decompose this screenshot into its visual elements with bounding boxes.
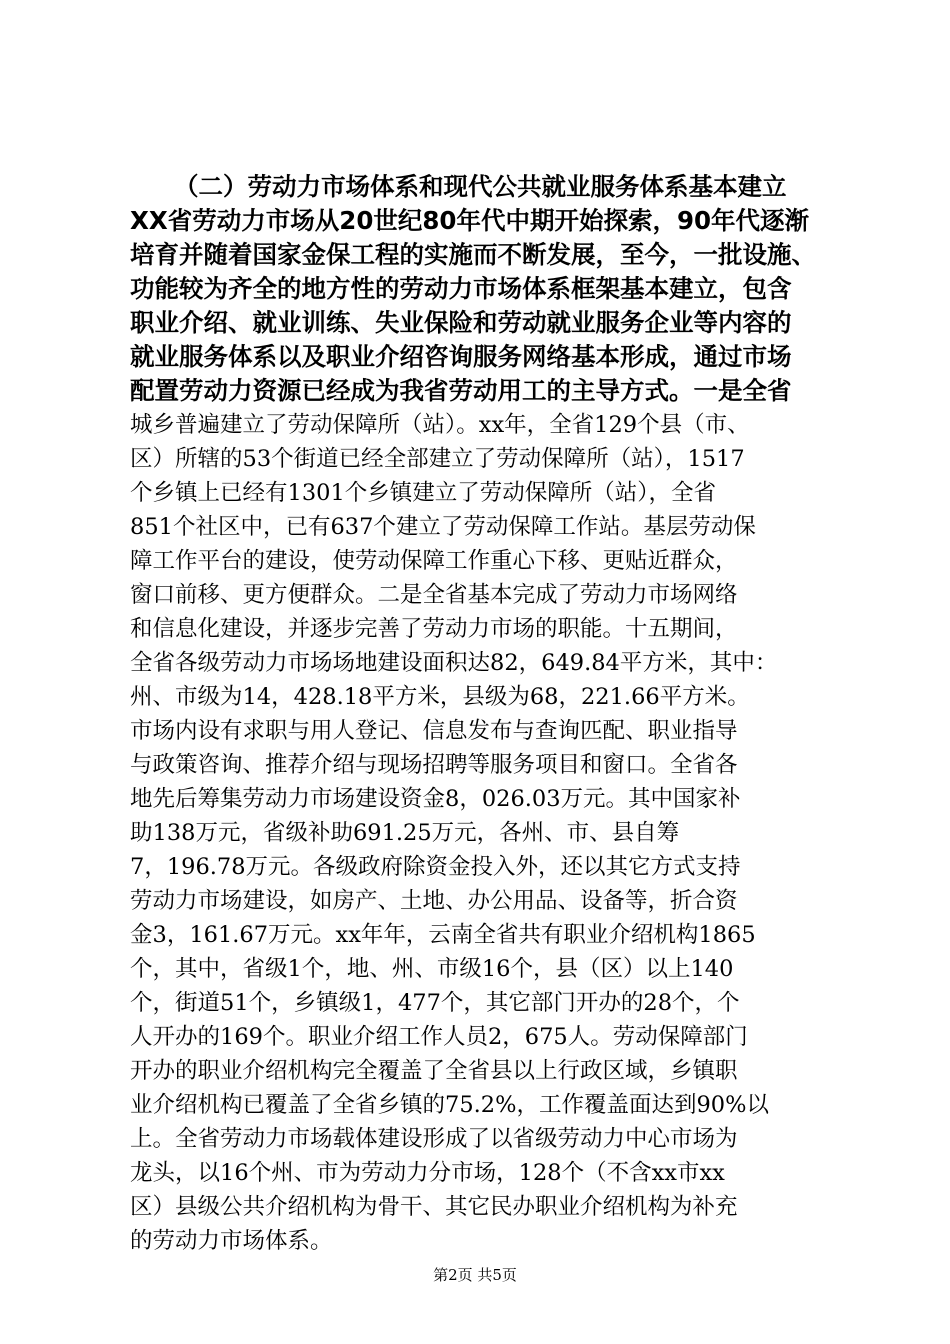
body-line: 城乡普遍建立了劳动保障所（站）。xx年，全省129个县（市、: [130, 412, 750, 438]
body-line: 业介绍机构已覆盖了全省乡镇的75.2%，工作覆盖面达到90%以: [130, 1092, 769, 1118]
body-line-bold: 配置劳动力资源已经成为我省劳动用工的主导方式。一是全省: [130, 376, 792, 405]
body-line: 个，街道51个，乡镇级1，477个，其它部门开办的28个，个: [130, 990, 740, 1016]
body-line: 个，其中，省级1个，地、州、市级16个，县（区）以上140: [130, 956, 734, 982]
body-line: 开办的职业介绍机构完全覆盖了全省县以上行政区域，乡镇职: [130, 1058, 738, 1084]
body-line: 上。全省劳动力市场载体建设形成了以省级劳动力中心市场为: [130, 1126, 738, 1152]
body-line: 州、市级为14，428.18平方米，县级为68，221.66平方米。: [130, 684, 750, 710]
body-line: 劳动力市场建设，如房产、土地、办公用品、设备等，折合资: [130, 888, 738, 914]
page-footer: 第2页 共5页: [433, 1266, 517, 1284]
body-line: 人开办的169个。职业介绍工作人员2，675人。劳动保障部门: [130, 1024, 748, 1050]
body-line: 851个社区中，已有637个建立了劳动保障工作站。基层劳动保: [130, 514, 756, 540]
body-line: 区）县级公共介绍机构为骨干、其它民办职业介绍机构为补充: [130, 1194, 738, 1220]
body-line: 障工作平台的建设，使劳动保障工作重心下移、更贴近群众，: [130, 548, 738, 574]
body-line: 市场内设有求职与用人登记、信息发布与查询匹配、职业指导: [130, 718, 738, 744]
body-line: 窗口前移、更方便群众。二是全省基本完成了劳动力市场网络: [130, 582, 738, 608]
body-line: 全省各级劳动力市场场地建设面积达82，649.84平方米，其中：: [130, 650, 778, 676]
document-body: [130, 170, 830, 1258]
body-line: 和信息化建设，并逐步完善了劳动力市场的职能。十五期间，: [130, 616, 738, 642]
body-line-bold: 功能较为齐全的地方性的劳动力市场体系框架基本建立，包含: [130, 274, 792, 303]
body-line-bold: 就业服务体系以及职业介绍咨询服务网络基本形成，通过市场: [130, 342, 792, 371]
section-heading: （二）劳动力市场体系和现代公共就业服务体系基本建立: [174, 172, 787, 201]
body-line: 与政策咨询、推荐介绍与现场招聘等服务项目和窗口。全省各: [130, 752, 738, 778]
body-line: 的劳动力市场体系。: [130, 1228, 333, 1254]
body-line: 7，196.78万元。各级政府除资金投入外，还以其它方式支持: [130, 854, 741, 880]
body-line-bold: 职业介绍、就业训练、失业保险和劳动就业服务企业等内容的: [130, 308, 792, 337]
body-line: 金3，161.67万元。xx年年，云南全省共有职业介绍机构1865: [130, 922, 756, 948]
body-line: 个乡镇上已经有1301个乡镇建立了劳动保障所（站），全省: [130, 480, 717, 506]
body-line: 龙头，以16个州、市为劳动力分市场，128个（不含xx市xx: [130, 1160, 725, 1186]
body-line: 助138万元，省级补助691.25万元，各州、市、县自筹: [130, 820, 680, 846]
body-line-bold: XX省劳动力市场从20世纪80年代中期开始探索，90年代逐渐: [130, 206, 810, 235]
body-line-bold: 培育并随着国家金保工程的实施而不断发展，至今，一批设施、: [130, 240, 816, 269]
body-line: 区）所辖的53个街道已经全部建立了劳动保障所（站），1517: [130, 446, 745, 472]
body-line: 地先后筹集劳动力市场建设资金8，026.03万元。其中国家补: [130, 786, 741, 812]
